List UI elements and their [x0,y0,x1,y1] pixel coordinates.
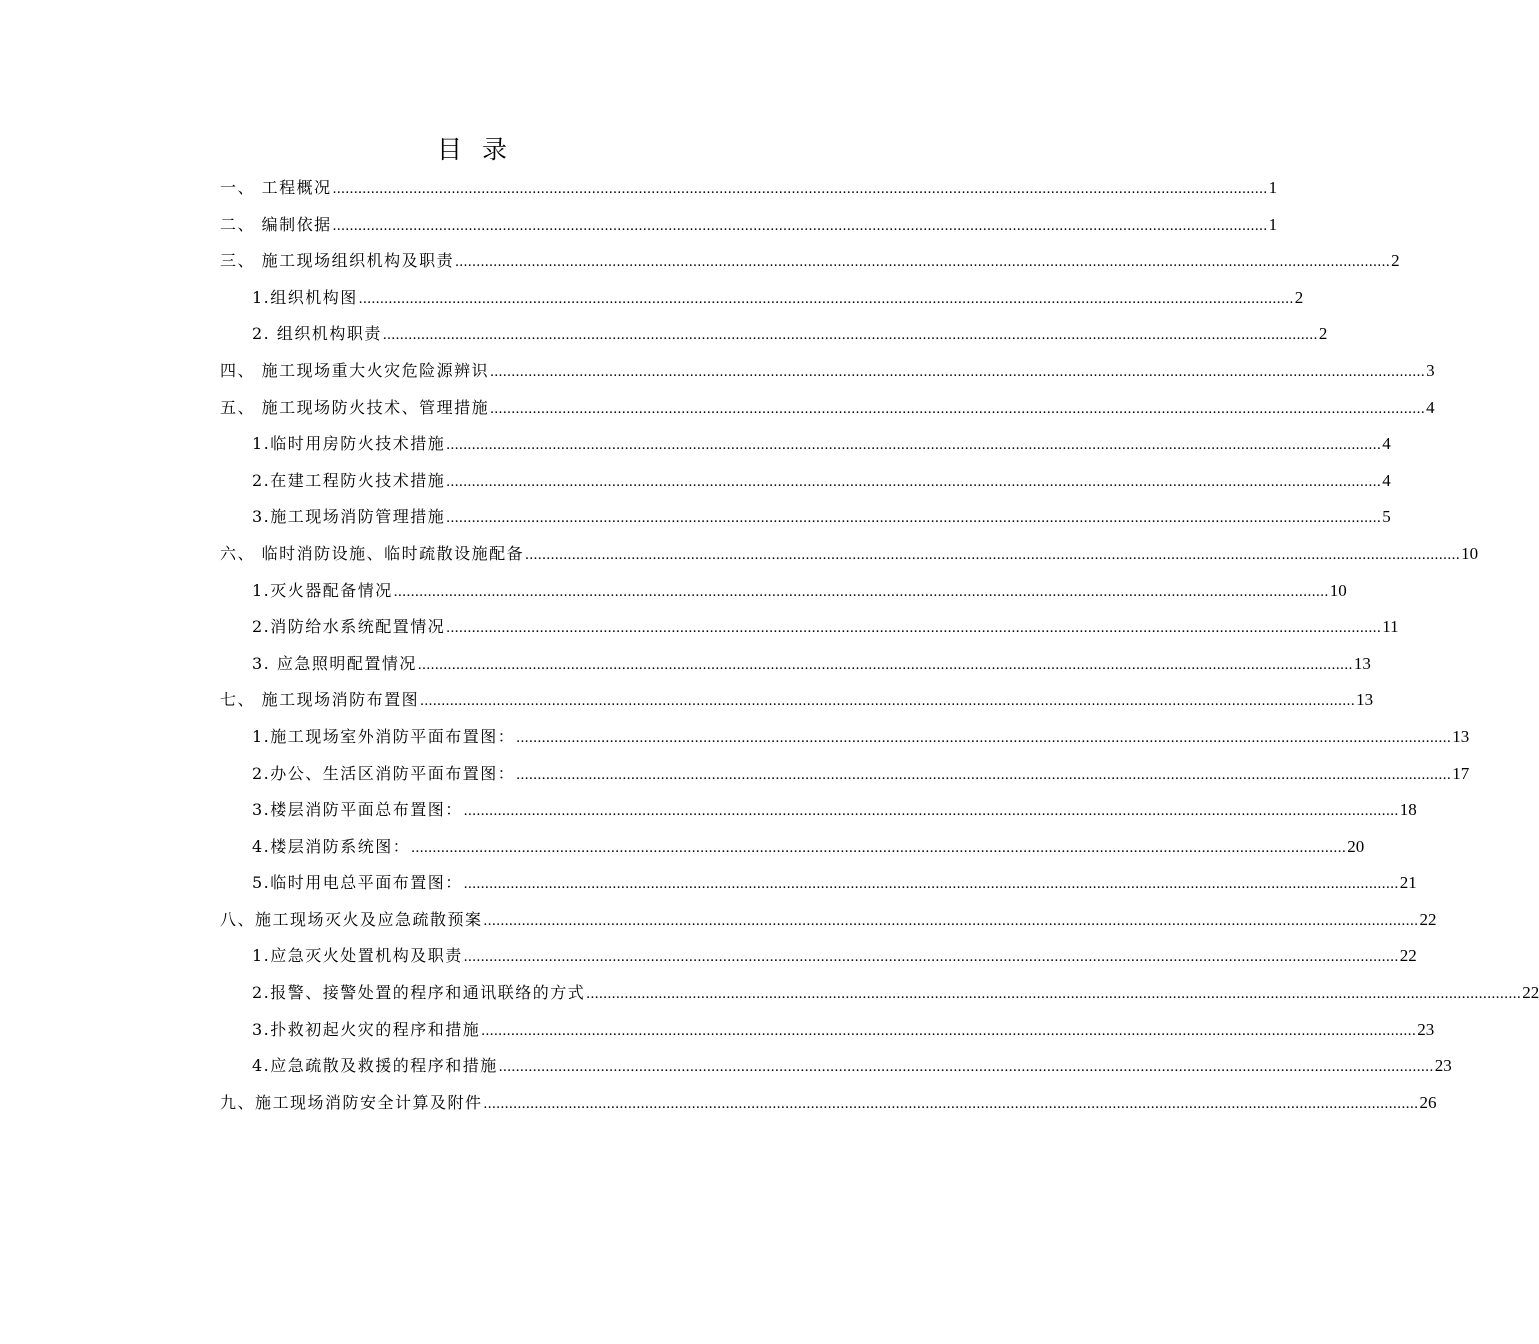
toc-entry-page-number: 13 [1353,653,1371,673]
dot-leader: ............................................................................................................................................................................................................................ [490,363,1426,380]
toc-entry-subsection-6-2[interactable] [220,609,1399,646]
toc-entry-page-number: 5 [1382,507,1391,527]
toc-entry-label: 3. 应急照明配置情况 [252,653,417,673]
toc-entry-section-7[interactable] [220,682,1374,719]
toc-entry-label: 一、 工程概况 [220,178,332,197]
dot-leader: ............................................................................................................................................................................................................................ [420,693,1356,710]
toc-entry-label: 六、 临时消防设施、临时疏散设施配备 [220,543,525,563]
toc-entry-page-number: 3 [1426,360,1435,380]
toc-entry-label: 2.报警、接警处置的程序和通讯联络的方式 [252,983,586,1003]
toc-entry-label: 2. 组织机构职责 [252,324,382,344]
toc-entry-page-number: 13 [1356,690,1374,710]
toc-entry-page-number: 22 [1419,909,1437,929]
toc-entry-label: 1.应急灭火处置机构及职责 [252,946,463,966]
page-title: 目 录 [437,135,513,164]
toc-entry-label: 五、 施工现场防火技术、管理措施 [220,397,490,417]
toc-entry-label: 四、 施工现场重大火灾危险源辨识 [220,360,490,380]
dot-leader: ............................................................................................................................................................................................................................ [525,546,1461,563]
dot-leader: ............................................................................................................................................................................................................................ [481,1022,1417,1039]
toc-entry-subsection-5-1[interactable] [220,426,1391,463]
toc-entry-subsection-7-3[interactable] [220,792,1417,829]
toc-entry-label: 九、施工现场消防安全计算及附件 [220,1092,483,1112]
toc-entry-page-number: 2 [1294,287,1304,307]
dot-leader: ............................................................................................................................................................................................................................ [446,510,1382,527]
toc-entry-page-number: 2 [1318,324,1328,344]
toc-entry-subsection-7-1[interactable] [220,719,1470,756]
toc-entry-page-number: 1 [1268,214,1278,234]
toc-entry-label: 2.办公、生活区消防平面布置图： [252,763,516,783]
toc-entry-label: 4.应急疏散及救援的程序和措施 [252,1056,498,1076]
toc-entry-label: 二、 编制依据 [220,214,332,234]
toc-entry-label: 七、 施工现场消防布置图 [220,690,420,710]
toc-entry-section-6[interactable] [220,536,1479,573]
toc-entry-section-1[interactable] [220,170,1278,207]
toc-entry-page-number: 2 [1391,251,1400,271]
table-of-contents [220,170,1539,1121]
toc-entry-label: 4.楼层消防系统图： [252,836,411,856]
dot-leader: ............................................................................................................................................................................................................................ [332,181,1268,197]
toc-entry-subsection-3-2[interactable] [220,316,1328,353]
toc-entry-section-9[interactable] [220,1085,1437,1122]
toc-entry-page-number: 17 [1452,763,1470,783]
toc-entry-label: 3.扑救初起火灾的程序和措施 [252,1019,481,1039]
toc-entry-page-number: 26 [1419,1092,1437,1112]
toc-entry-label: 5.临时用电总平面布置图： [252,873,463,893]
dot-leader: ............................................................................................................................................................................................................................ [516,766,1452,783]
toc-entry-label: 3.楼层消防平面总布置图： [252,800,463,820]
toc-entry-page-number: 4 [1382,434,1391,454]
toc-entry-label: 1.施工现场室外消防平面布置图： [252,726,516,746]
dot-leader: ............................................................................................................................................................................................................................ [516,729,1452,746]
toc-entry-section-5[interactable] [220,390,1435,427]
toc-entry-page-number: 18 [1399,800,1417,820]
dot-leader: ............................................................................................................................................................................................................................ [483,912,1419,929]
toc-entry-page-number: 10 [1461,543,1479,563]
toc-entry-label: 1.临时用房防火技术措施 [252,434,446,454]
toc-entry-subsection-3-1[interactable] [220,280,1304,317]
dot-leader: ............................................................................................................................................................................................................................ [358,290,1294,307]
dot-leader: ............................................................................................................................................................................................................................ [411,839,1347,856]
toc-entry-section-8[interactable] [220,902,1437,939]
toc-entry-subsection-8-4[interactable] [220,1048,1452,1085]
toc-entry-section-2[interactable] [220,207,1278,244]
toc-entry-page-number: 22 [1399,946,1417,966]
toc-entry-subsection-5-3[interactable] [220,499,1391,536]
toc-entry-section-3[interactable] [220,243,1400,280]
toc-entry-label: 八、施工现场灭火及应急疏散预案 [220,909,483,929]
toc-entry-label: 1.灭火器配备情况 [252,580,393,600]
toc-entry-page-number: 21 [1399,873,1417,893]
dot-leader: ............................................................................................................................................................................................................................ [490,400,1426,417]
toc-entry-page-number: 1 [1268,178,1278,197]
toc-entry-page-number: 22 [1522,983,1539,1003]
toc-entry-section-4[interactable] [220,353,1435,390]
dot-leader: ............................................................................................................................................................................................................................ [463,949,1399,966]
dot-leader: ............................................................................................................................................................................................................................ [393,583,1329,600]
toc-entry-page-number: 4 [1426,397,1435,417]
toc-entry-page-number: 4 [1382,470,1391,490]
toc-entry-page-number: 23 [1434,1056,1452,1076]
toc-entry-page-number: 23 [1417,1019,1435,1039]
toc-entry-subsection-7-5[interactable] [220,865,1417,902]
toc-entry-subsection-8-2[interactable] [220,975,1539,1012]
dot-leader: ............................................................................................................................................................................................................................ [446,473,1382,490]
toc-entry-label: 2.在建工程防火技术措施 [252,470,446,490]
dot-leader: ............................................................................................................................................................................................................................ [498,1059,1434,1076]
toc-entry-page-number: 11 [1382,617,1399,637]
toc-entry-label: 2.消防给水系统配置情况 [252,617,446,637]
dot-leader: ............................................................................................................................................................................................................................ [463,803,1399,820]
toc-entry-page-number: 20 [1347,836,1365,856]
toc-entry-subsection-8-1[interactable] [220,938,1417,975]
dot-leader: ............................................................................................................................................................................................................................ [483,1095,1419,1112]
toc-entry-subsection-8-3[interactable] [220,1012,1435,1049]
dot-leader: ............................................................................................................................................................................................................................ [446,620,1382,637]
toc-entry-page-number: 10 [1329,580,1347,600]
toc-entry-subsection-7-4[interactable] [220,829,1365,866]
toc-entry-page-number: 13 [1452,726,1470,746]
toc-entry-subsection-7-2[interactable] [220,756,1470,793]
toc-entry-subsection-6-3[interactable] [220,646,1371,683]
toc-entry-label: 3.施工现场消防管理措施 [252,507,446,527]
toc-entry-label: 1.组织机构图 [252,287,358,307]
dot-leader: ............................................................................................................................................................................................................................ [382,327,1318,344]
toc-entry-subsection-5-2[interactable] [220,463,1391,500]
toc-entry-label: 三、 施工现场组织机构及职责 [220,251,455,271]
dot-leader: ............................................................................................................................................................................................................................ [332,217,1268,234]
dot-leader: ............................................................................................................................................................................................................................ [463,876,1399,893]
toc-entry-subsection-6-1[interactable] [220,573,1347,610]
dot-leader: ............................................................................................................................................................................................................................ [455,254,1391,271]
dot-leader: ............................................................................................................................................................................................................................ [586,986,1522,1003]
dot-leader: ............................................................................................................................................................................................................................ [417,656,1353,673]
dot-leader: ............................................................................................................................................................................................................................ [446,437,1382,454]
